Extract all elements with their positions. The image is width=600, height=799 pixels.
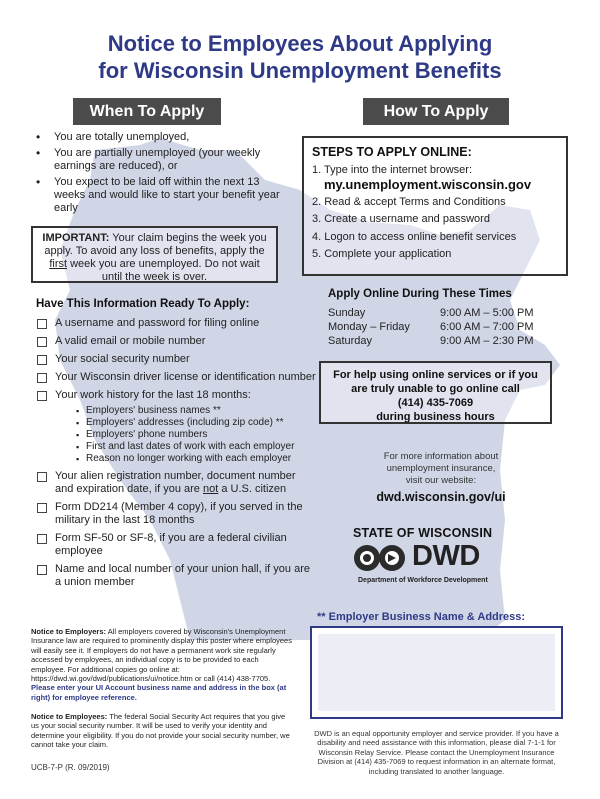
state-of-wisconsin-label: STATE OF WISCONSIN <box>353 526 493 540</box>
step-item: 4. Logon to access online benefit services <box>312 230 517 243</box>
list-item: • You are totally unemployed, <box>34 131 284 144</box>
checklist-item-label: Form SF-50 or SF-8, if you are a federal civilian employee <box>55 532 287 557</box>
checklist-item-tail: a U.S. citizen <box>221 483 287 495</box>
checklist-item-label: Your alien registration number, document number and expiration date, if you are <box>55 470 296 495</box>
apply-url: my.unemployment.wisconsin.gov <box>324 177 532 192</box>
help-line: are truly unable to go online call <box>351 383 520 395</box>
checklist-item-label: Your work history for the last 18 months: <box>55 389 251 401</box>
more-info-line: unemployment insurance, <box>386 463 496 474</box>
sublist-item: ▪ Employers' addresses (including zip code) ** <box>76 417 316 429</box>
help-phone: (414) 435-7069 <box>397 397 474 409</box>
how-to-apply-heading: How To Apply <box>363 98 509 125</box>
checklist-item-label: A valid email or mobile number <box>55 335 206 347</box>
steps-title: STEPS TO APPLY ONLINE: <box>312 145 472 159</box>
notice-employees-text: The federal Social Security Act requires that you give us your social security number. It will be used to verify your identity and determine your eligibility. If you do not provide your social security number, we cannot take your claim. <box>31 712 290 750</box>
when-to-apply-list <box>34 131 284 218</box>
list-item: • You are partially unemployed (your weekly earnings are reduced), or <box>34 147 284 173</box>
hours-range: 6:00 AM – 7:00 PM <box>440 321 534 333</box>
info-checklist <box>36 317 316 594</box>
help-line: during business hours <box>376 411 495 423</box>
steps-to-apply-box <box>302 136 568 276</box>
checklist-item <box>36 335 316 348</box>
employer-box-label: ** Employer Business Name & Address: <box>317 611 526 623</box>
page-title <box>0 30 600 84</box>
checklist-item <box>36 371 316 384</box>
sublist-item: ▪ Employers' phone numbers <box>76 429 316 441</box>
important-text-1: Your claim begins the week you apply. To avoid any loss of benefits, apply the <box>44 232 267 257</box>
info-checklist-heading: Have This Information Ready To Apply: <box>36 298 250 310</box>
times-heading: Apply Online During These Times <box>328 288 512 300</box>
more-info-line: visit our website: <box>405 475 477 486</box>
notice-employers-label: Notice to Employers: <box>31 627 107 636</box>
more-info-line: For more information about <box>383 451 499 462</box>
more-info-text <box>330 451 552 487</box>
form-identifier: UCB-7-P (R. 09/2019) <box>31 763 110 772</box>
employer-address-box[interactable] <box>310 626 563 719</box>
hours-table <box>328 306 548 348</box>
checklist-underlined: not <box>203 483 219 495</box>
sublist-item: ▪ Reason no longer working with each employer <box>76 453 316 465</box>
list-item: • You expect to be laid off within the next 13 weeks and would like to start your benefit year early <box>34 176 284 215</box>
hours-row <box>328 320 548 334</box>
steps-list <box>312 164 566 261</box>
help-line: For help using online services or if you <box>333 369 538 381</box>
checklist-item-label: Form DD214 (Member 4 copy), if you served in the military in the last 18 months <box>55 501 303 526</box>
hours-range: 9:00 AM – 2:30 PM <box>440 335 534 347</box>
help-phone-box <box>319 361 552 424</box>
checklist-item-label: Name and local number of your union hall, if you are a union member <box>55 563 310 588</box>
step-item: 5. Complete your application <box>312 248 452 260</box>
notice-employers-instruction: Please enter your UI Account business name and address in the box (at right) for employee reference. <box>31 683 287 702</box>
notice-employers-text: All employers covered by Wisconsin's Unemployment Insurance law are required to prominently display this poster where employees will easily see it. If employers do not have a permanent work site regularly accessed by employees, an individual copy is to be provided to each employee. For additional copies go online at: https://dwd.wi.gov/dwd/publications/ui/notice.htm or call (414) 438-7705. <box>31 627 292 684</box>
important-text-2: week you are unemployed. Do not wait until the week is over. <box>70 258 260 283</box>
important-underlined: first <box>49 258 68 270</box>
dwd-department-name: Department of Workforce Development <box>358 577 488 584</box>
step-item: 2. Read & accept Terms and Conditions <box>312 195 506 208</box>
hours-day: Sunday <box>328 307 366 319</box>
step-item: 3. Create a username and password <box>312 213 490 225</box>
employer-address-field[interactable] <box>318 634 555 711</box>
hours-range: 9:00 AM – 5:00 PM <box>440 307 534 319</box>
checklist-item-label: A username and password for filing online <box>55 317 260 329</box>
website-link[interactable]: dwd.wisconsin.gov/ui <box>376 490 506 504</box>
important-notice-box <box>31 226 278 283</box>
dwd-logo-text: DWD <box>412 540 480 572</box>
title-line-2: for Wisconsin Unemployment Benefits <box>98 58 502 83</box>
checklist-item <box>36 501 316 527</box>
when-to-apply-heading: When To Apply <box>73 98 221 125</box>
notice-to-employers <box>31 627 295 702</box>
equal-opportunity-statement: DWD is an equal opportunity employer and service provider. If you have a disability and need assistance with this information, please dial 7-1-1 for Wisconsin Relay Service. Please contact the Unemployment Insurance Division at (414) 435-7069 to request information in an alternate format, including translated to another language. <box>314 729 559 776</box>
checklist-item <box>36 532 316 558</box>
checklist-item <box>36 389 316 465</box>
notice-employees-label: Notice to Employees: <box>31 712 108 721</box>
hours-day: Monday – Friday <box>328 321 410 333</box>
step-label: 1. Type into the internet browser: <box>312 164 472 176</box>
step-item <box>312 164 566 191</box>
checklist-item <box>36 353 316 366</box>
checklist-item <box>36 563 316 589</box>
title-line-1: Notice to Employees About Applying <box>107 31 493 56</box>
sublist-item: ▪ First and last dates of work with each employer <box>76 441 316 453</box>
hours-row <box>328 306 548 320</box>
hours-day: Saturday <box>328 335 373 347</box>
checklist-item-label: Your Wisconsin driver license or identification number <box>55 371 316 383</box>
notice-to-employees <box>31 712 295 750</box>
checklist-item <box>36 470 316 496</box>
important-label: IMPORTANT: <box>42 232 110 244</box>
work-history-sublist <box>76 405 316 465</box>
hours-row <box>328 334 548 348</box>
checklist-item-label: Your social security number <box>55 353 190 365</box>
checklist-item <box>36 317 316 330</box>
sublist-item: ▪ Employers' business names ** <box>76 405 316 417</box>
